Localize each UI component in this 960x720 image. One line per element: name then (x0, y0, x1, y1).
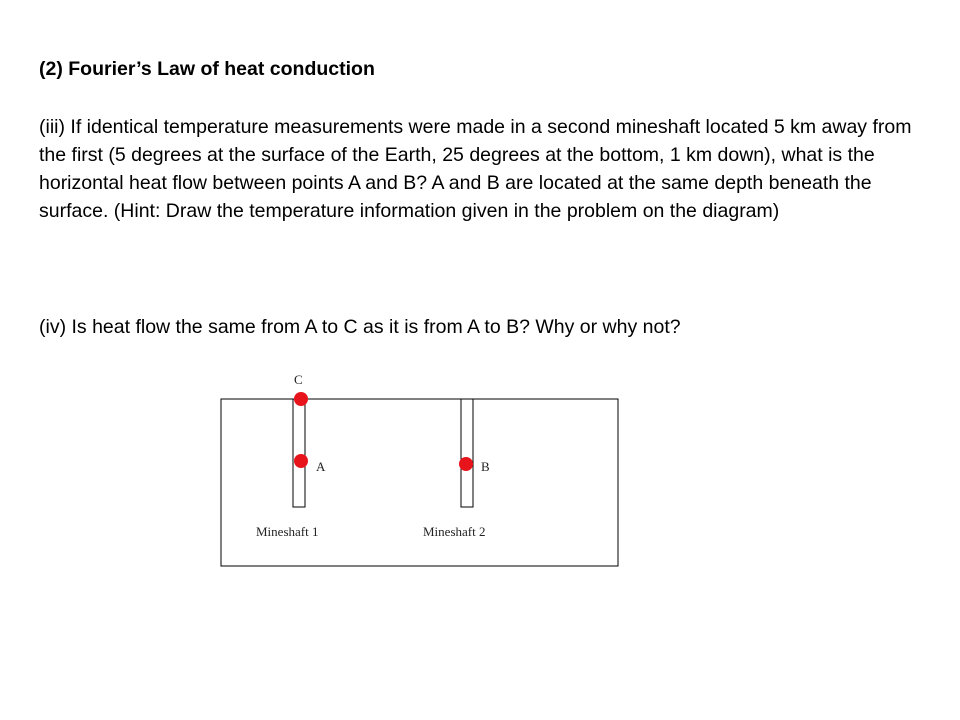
point-a-label: A (316, 459, 326, 474)
earth-cross-section-box (221, 399, 618, 566)
mineshaft-2-label: Mineshaft 2 (423, 524, 486, 539)
point-c-label: C (294, 372, 303, 387)
mineshaft-1-shaft (293, 399, 305, 507)
slide-heading: (2) Fourier’s Law of heat conduction (39, 58, 375, 80)
point-a-marker (294, 454, 308, 468)
mineshaft-2-shaft (461, 399, 473, 507)
point-b-marker (459, 457, 473, 471)
question-iv-text: (iv) Is heat flow the same from A to C as it is from A to B? Why or why not? (39, 316, 681, 338)
point-c-marker (294, 392, 308, 406)
question-iii-text: (iii) If identical temperature measurements were made in a second mineshaft located 5 km away from the first (5 degrees at the surface of the Earth, 25 degrees at the bottom, 1 km down), what is the horizontal heat flow between points A and B? A and B are located at the same depth beneath the surface. (Hint: Draw the temperature information given in the problem on the diagram) (39, 116, 912, 222)
mineshaft-1-label: Mineshaft 1 (256, 524, 319, 539)
point-b-label: B (481, 459, 490, 474)
